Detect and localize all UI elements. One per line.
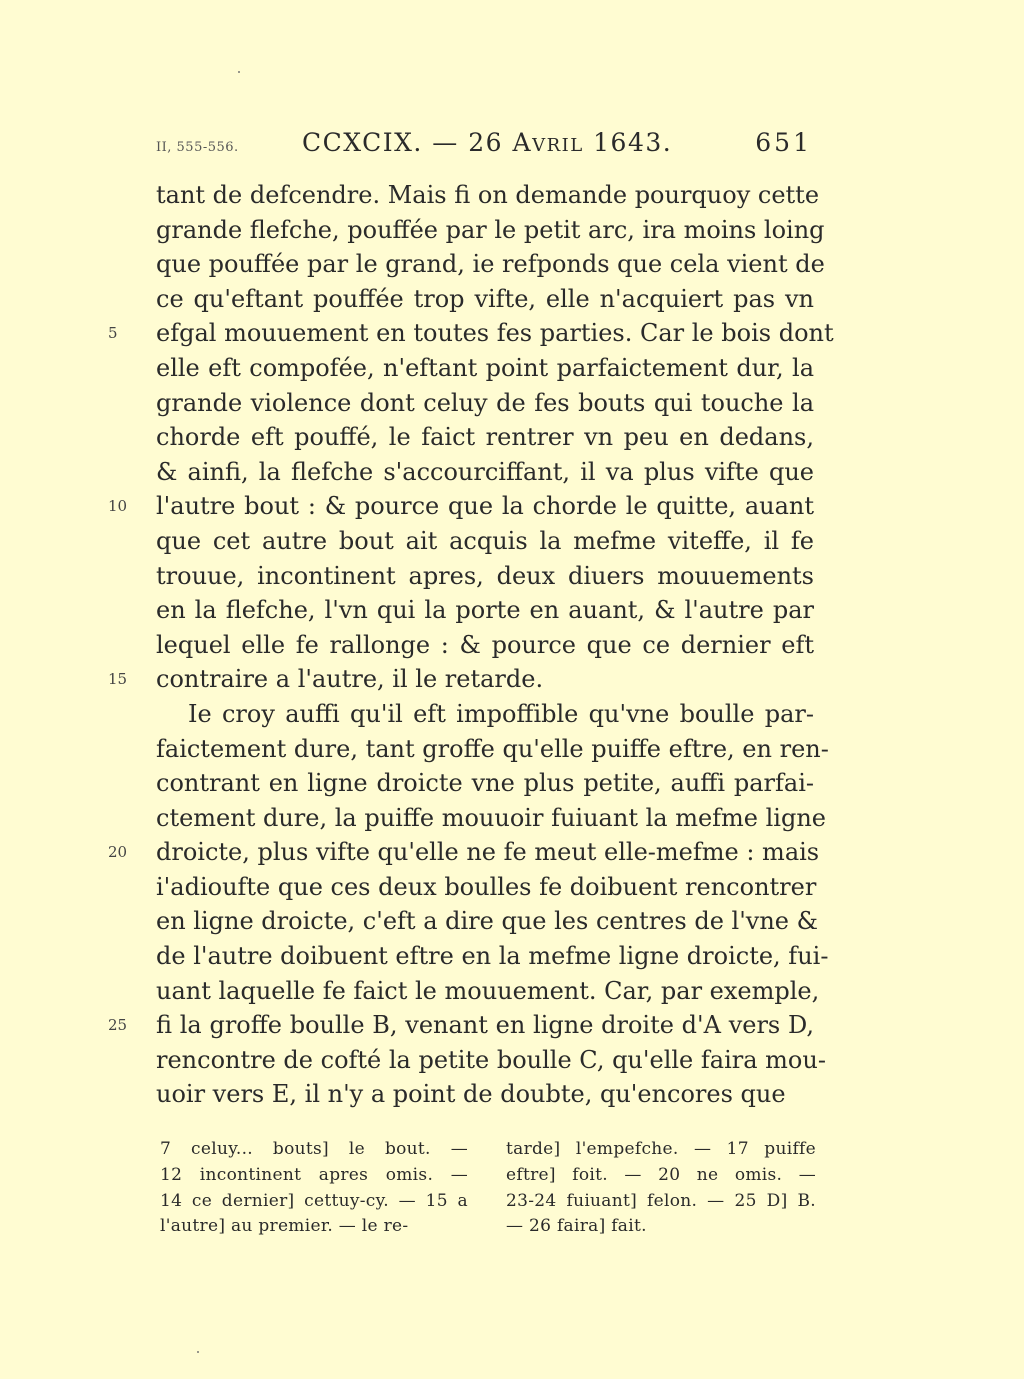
text-line: [108, 835, 820, 870]
letter-title-main: CCXCIX. — 26 A: [302, 128, 533, 157]
text-line-content: efgal mouuement en toutes fes parties. Car le bois dont: [156, 319, 834, 348]
text-line: [156, 697, 814, 732]
line-number: 20: [108, 843, 128, 862]
text-line: [108, 316, 834, 351]
text-line: [156, 801, 827, 836]
text-line-content: uant laquelle fe faict le mouuement. Car, par exemple,: [156, 976, 820, 1005]
text-line-content: en la flefche, l'vn qui la porte en auant, & l'autre par: [156, 596, 814, 625]
text-line-content: Ie croy auffi qu'il eft impoffible qu'vne boulle par-: [188, 699, 814, 728]
text-line: [156, 939, 829, 974]
text-line-content: droicte, plus vifte qu'elle ne fe meut elle-mefme : mais: [156, 838, 820, 867]
text-line: [156, 974, 820, 1009]
letter-title: [302, 128, 672, 157]
footnote-line: — 26 faira] fait.: [506, 1216, 647, 1237]
text-line: [156, 593, 814, 628]
text-line-content: uoir vers E, il n'y a point de doubte, qu'encores que: [156, 1080, 786, 1109]
text-line: [156, 1077, 814, 1112]
text-line-content: lequel elle fe rallonge : & pource que ce dernier eft: [156, 630, 814, 659]
text-line-content: chorde eft pouffé, le faict rentrer vn peu en dedans,: [156, 423, 814, 452]
text-line-content: fi la groffe boulle B, venant en ligne droite d'A vers D,: [156, 1011, 814, 1040]
text-line: [156, 282, 814, 317]
text-line-content: de l'autre doibuent eftre en la mefme ligne droicte, fui-: [156, 942, 829, 971]
text-line-content: ce qu'eftant pouffée trop vifte, elle n'acquiert pas vn: [156, 284, 814, 313]
letter-title-smallcaps: VRIL: [532, 135, 584, 156]
text-line-content: rencontre de cofté la petite boulle C, qu'elle faira mou-: [156, 1045, 826, 1074]
text-line: [156, 559, 814, 594]
text-line: [108, 662, 814, 697]
text-line: [156, 628, 814, 663]
text-line: [156, 870, 817, 905]
text-line-content: i'adioufte que ces deux boulles fe doibuent rencontrer: [156, 872, 817, 901]
text-line: [156, 1043, 826, 1078]
text-line-content: ctement dure, la puiffe mouuoir fuiuant la mefme ligne: [156, 803, 827, 832]
text-line: [156, 904, 819, 939]
footnote-line: eftre] foit. — 20 ne omis. —: [506, 1164, 816, 1185]
main-text: [108, 178, 834, 1112]
text-line: [156, 420, 814, 455]
text-line-content: grande flefche, pouffée par le petit arc, ira moins loing: [156, 215, 825, 244]
text-line-content: faictement dure, tant groffe qu'elle puiffe eftre, en ren-: [156, 734, 829, 763]
text-line-content: que cet autre bout ait acquis la mefme viteffe, il fe: [156, 526, 814, 555]
text-line: [156, 351, 814, 386]
letter-title-year: 1643.: [583, 128, 673, 157]
text-line-content: en ligne droicte, c'eft a dire que les centres de l'vne &: [156, 907, 819, 936]
footnotes-left-column: [160, 1137, 468, 1240]
footnote-line: 7 celuy... bouts] le bout. —: [160, 1139, 468, 1159]
line-number: 15: [108, 670, 128, 689]
text-line: [156, 386, 814, 421]
line-number: 10: [108, 497, 128, 516]
text-line: [156, 178, 820, 213]
text-line-content: l'autre bout : & pource que la chorde le quitte, auant: [156, 492, 814, 521]
text-line-content: contrant en ligne droicte vne plus petite, auffi parfai-: [156, 769, 814, 798]
text-line-content: tant de defcendre. Mais fi on demande pourquoy cette: [156, 181, 820, 209]
text-line-content: que pouffée par le grand, ie refponds que cela vient de: [156, 250, 825, 279]
running-header: [156, 128, 812, 168]
text-line: [156, 213, 825, 248]
line-number: 25: [108, 1016, 128, 1035]
text-line: [108, 489, 814, 524]
ink-speck: [197, 1351, 199, 1353]
text-line: [156, 247, 825, 282]
text-line-content: & ainfi, la flefche s'accourciffant, il va plus vifte que: [156, 457, 814, 486]
footnote-line: l'autre] au premier. — le re-: [160, 1216, 409, 1237]
page-number: 651: [755, 128, 812, 157]
text-line: [156, 766, 814, 801]
line-number: 5: [108, 324, 118, 343]
footnote-line: 12 incontinent apres omis. —: [160, 1164, 468, 1185]
text-line-content: trouue, incontinent apres, deux diuers mouuements: [156, 561, 814, 590]
footnote-line: 14 ce dernier] cettuy-cy. — 15 a: [160, 1190, 468, 1211]
footnotes-right-column: [506, 1137, 816, 1240]
footnote-line: tarde] l'empefche. — 17 puiffe: [506, 1139, 816, 1159]
ink-speck: [238, 71, 240, 73]
text-line-content: elle eft compofée, n'eftant point parfaictement dur, la: [156, 353, 814, 382]
text-line: [156, 732, 829, 767]
text-line: [156, 455, 814, 490]
text-line-content: contraire a l'autre, il le retarde.: [156, 665, 544, 694]
text-line: [156, 524, 814, 559]
source-reference: II, 555-556.: [156, 140, 239, 155]
text-line-content: grande violence dont celuy de fes bouts qui touche la: [156, 388, 814, 417]
text-line: [108, 1008, 814, 1043]
footnote-line: 23-24 fuiuant] felon. — 25 D] B.: [506, 1190, 816, 1211]
